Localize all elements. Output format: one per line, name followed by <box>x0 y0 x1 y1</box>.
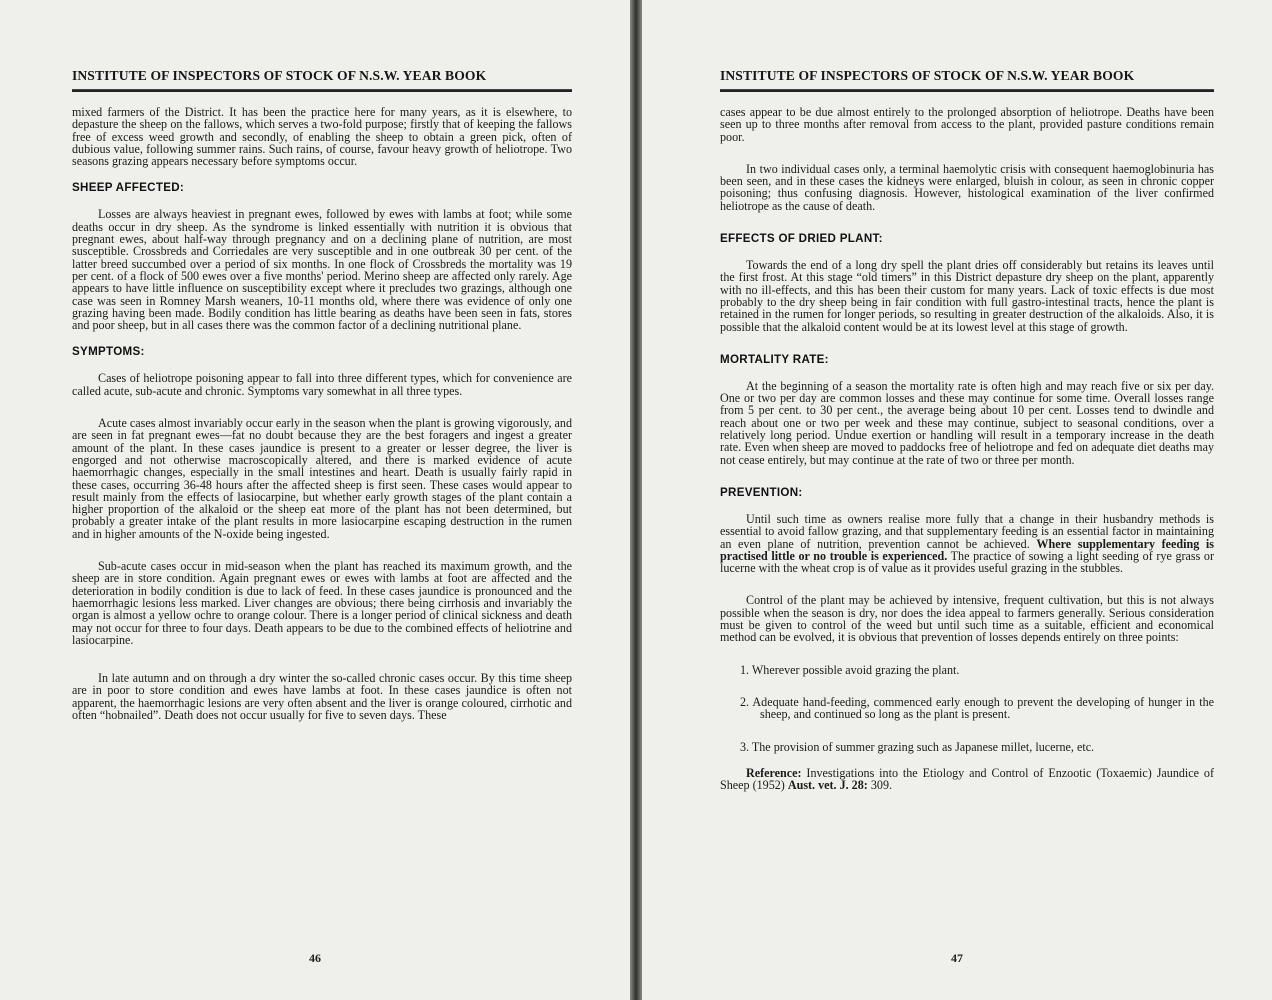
running-head: INSTITUTE OF INSPECTORS OF STOCK OF N.S.W. YEAR BOOK <box>720 68 1214 92</box>
symptoms-paragraph-sub-acute: Sub-acute cases occur in mid-season when the plant has reached its maximum growth, and the sheep are in store condition. Again pregnant ewes or ewes with lambs at foot are affected and the deterioration in bodily condition is due to lack of feed. In these cases jaundice is pronounced and the haemorrhagic lesions less marked. Liver changes are obvious; there being cirrhosis and invariably the organ is almost a yellow ochre to orange colour. There is a longer period of clinical sickness and death may not occur for three to four days. Death appears to be due to the combined effects of heliotrine and lasiocarpine. <box>72 559 572 647</box>
right-page-body <box>720 68 1214 1000</box>
prevention-points-list <box>720 664 1214 753</box>
prevention-paragraph-1 <box>720 513 1214 574</box>
reference-paragraph <box>720 767 1214 792</box>
left-page <box>0 0 630 1000</box>
prevention-paragraph-2: Control of the plant may be achieved by intensive, frequent cultivation, but this is not always possible when the season is dry, nor does the idea appeal to farmers generally. Serious consideration must be given to control of the weed but until such time as a suitable, efficient and economical method can be evolved, it is obvious that prevention of losses depends entirely on three points: <box>720 593 1214 645</box>
reference-label: Reference: <box>746 765 802 780</box>
prevention-text-a: Until such time as owners realise more fully that a change in their husbandry methods is essential to avoid fallow grazing, and that supplementary feeding is an essential factor in maintaining an even plane of nutrition, prevention cannot be achieved. <box>720 511 1214 551</box>
section-heading-sheep-affected: SHEEP AFFECTED: <box>72 181 185 195</box>
mortality-paragraph: At the beginning of a season the mortality rate is often high and may reach five or six per day. One or two per day are common losses and these may continue for some time. Overall losses range from 5 per cent. to 30 per cent., the average being about 10 per cent. Losses tend to dwindle and reach about one or two per week and these may continue, subject to seasonal conditions, over a relatively long period. Undue exertion or handling will result in a temporary increase in the death rate. Even when sheep are moved to paddocks free of heliotrope and fed on adequate diet deaths may not cease entirely, but may continue at the rate of two or three per month. <box>720 378 1214 467</box>
prevention-emphasis: Where supplementary feeding is practised little or no trouble is experienced. <box>720 536 1214 563</box>
section-heading-prevention: PREVENTION: <box>720 485 803 499</box>
prevention-text-b: The practice of sowing a light seeding of rye grass or lucerne with the wheat crop is of value as it provides useful grazing in the stubbles. <box>720 548 1215 576</box>
sheep-affected-paragraph: Losses are always heaviest in pregnant ewes, followed by ewes with lambs at foot; while some deaths occur in dry sheep. As the syndrome is linked essentially with nutrition it is obvious that pregnant ewes, about half-way through pregnancy and on a declining plane of nutrition, are most susceptible. Crossbreds and Corriedales are very susceptible and in one outbreak 30 per cent. of the latter breed succumbed over a period of six months. In one flock of Crossbreds the mortality was 19 per cent. of a flock of 500 ewes over a five months' period. Merino sheep are affected only rarely. Age appears to have little influence on susceptibility except where it precludes two grazings, although one case was seen in Romney Marsh weaners, 10-11 months old, where there was evidence of only one grazing having been made. Bodily condition has little bearing as deaths have been seen in fats, stores and poor sheep, but in all cases there was the common factor of a declining nutritional plane. <box>72 207 572 333</box>
reference-journal: Aust. vet. J. 28: <box>787 778 868 793</box>
symptoms-paragraph-chronic: In late autumn and on through a dry winter the so-called chronic cases occur. By this time sheep are in poor to store condition and ewes have lambs at foot. In these cases jaundice is often not apparent, the haemorrhagic lesions are very often absent and the liver is orange coloured, cirrhotic and often “hobnailed”. Death does not occur usually for five to seven days. These <box>72 671 572 722</box>
list-item: 2. Adequate hand-feeding, commenced early enough to prevent the developing of hunger in the sheep, and continued so long as the plant is present. <box>740 694 1214 722</box>
dried-plant-paragraph: Towards the end of a long dry spell the plant dries off considerably but retains its leaves until the first frost. At this stage “old timers” in this District depasture dry sheep on the plant, apparently with no ill-effects, and this has been their custom for many years. Lack of toxic effects is due most probably to the dry sheep being in fair condition with full gastro-intestinal tracts, hence the plant is retained in the rumen for longer periods, so resulting in greater destruction of the alkaloids. Also, it is possible that the alkaloid content would be at its lowest level at this stage of growth. <box>720 258 1214 334</box>
intro-paragraph: mixed farmers of the District. It has been the practice here for many years, as it is elsewhere, to depasture the sheep on the fallows, which serves a two-fold purpose; firstly that of keeping the fallows free of excess weed growth and secondly, of enabling the sheep to obtain a green pick, often of dubious value, following summer rains. Such rains, of course, favour heavy growth of heliotrope. Two seasons grazing appears necessary before symptoms occur. <box>72 105 572 169</box>
book-gutter <box>630 0 642 1000</box>
running-head: INSTITUTE OF INSPECTORS OF STOCK OF N.S.W. YEAR BOOK <box>72 68 572 92</box>
reference-pages: 309. <box>870 778 893 793</box>
page-number: 46 <box>309 951 321 965</box>
section-heading-mortality-rate: MORTALITY RATE: <box>720 352 829 366</box>
left-content <box>72 106 572 721</box>
right-page <box>642 0 1272 1000</box>
left-page-body <box>72 68 572 1000</box>
continued-paragraph: cases appear to be due almost entirely to the prolonged absorption of heliotrope. Deaths have been seen up to three months after removal from access to the plant, provided pasture conditions remain poor. <box>720 105 1214 144</box>
reference-text: Investigations into the Etiology and Control of Enzootic (Toxaemic) Jaundice of Sheep (1952) <box>720 765 1214 793</box>
list-item: 1. Wherever possible avoid grazing the plant. <box>740 662 960 677</box>
symptoms-paragraph-1: Cases of heliotrope poisoning appear to fall into three different types, which for convenience are called acute, sub-acute and chronic. Symptoms vary somewhat in all three types. <box>72 371 572 398</box>
section-heading-symptoms: SYMPTOMS: <box>72 345 145 359</box>
haemolytic-paragraph: In two individual cases only, a terminal haemolytic crisis with consequent haemoglobinuria has been seen, and in these cases the kidneys were enlarged, bluish in colour, as seen in chronic copper poisoning; thus confusing diagnosis. However, histological examination of the liver confirmed heliotrope as the cause of death. <box>720 161 1214 213</box>
list-item: 3. The provision of summer grazing such as Japanese millet, lucerne, etc. <box>740 739 1095 754</box>
section-heading-effects-of-dried-plant: EFFECTS OF DRIED PLANT: <box>720 232 883 246</box>
right-content <box>720 106 1214 791</box>
page-number: 47 <box>951 951 963 965</box>
symptoms-paragraph-acute: Acute cases almost invariably occur early in the season when the plant is growing vigorously, and are seen in fat pregnant ewes—fat no doubt because they are the best foragers and ingest a greater amount of the plant. In these cases jaundice is present to a greater or lesser degree, the liver is engorged and not otherwise macroscopically altered, and there is marked evidence of acute haemorrhagic changes, especially in the small intestines and heart. Death is usually fairly rapid in these cases, occurring 36-48 hours after the affected sheep is first seen. These cases would appear to result mainly from the effects of lasiocarpine, but whether early growth stages of the plant contain a higher proportion of the alkaloid or the sheep eat more of the plant has not been determined, but probably a greater intake of the plant results in more lasiocarpine escaping destruction in the rumen and in higher amounts of the N-oxide being ingested. <box>72 416 572 541</box>
